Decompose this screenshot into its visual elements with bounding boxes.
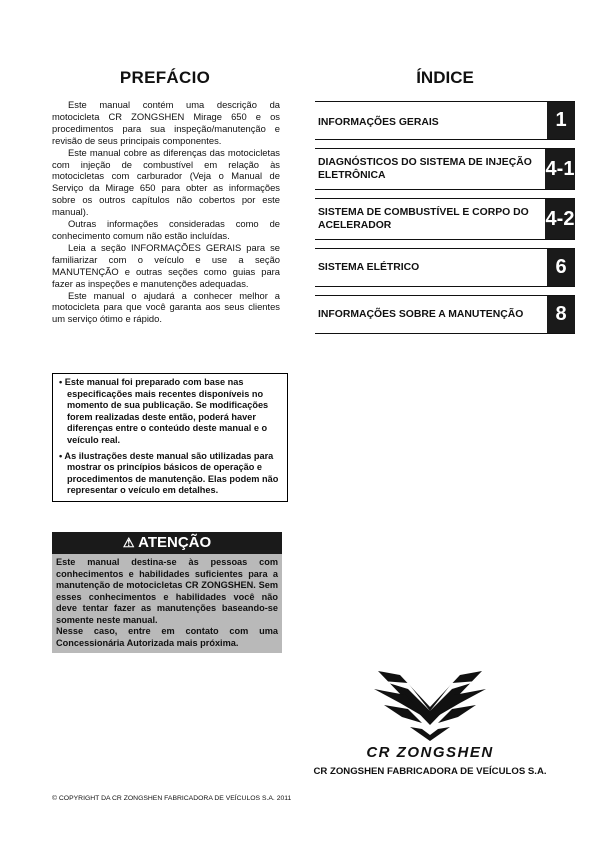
note-item: • Este manual foi preparado com base nas especificações mais recentes disponíveis no momento de sua publicação. Se modificações forem realizadas deste então, poderá haver diferenças entre o conteúdo deste manual e o veículo real. (59, 377, 269, 445)
index-label: DIAGNÓSTICOS DO SISTEMA DE INJEÇÃO ELETRÔNICA (318, 157, 532, 181)
index-label: SISTEMA DE COMBUSTÍVEL E CORPO DO ACELERADOR (318, 207, 529, 231)
brand-name: CR ZONGSHEN (366, 744, 494, 761)
notes-box (52, 373, 288, 502)
preface-paragraph: Este manual contém uma descrição da motocicleta CR ZONGSHEN Mirage 650 e os procedimentos para sua inspeção/manutenção e revisão de seus principais componentes. (52, 99, 280, 146)
index-number: 8 (547, 296, 575, 333)
copyright-notice: © COPYRIGHT DA CR ZONGSHEN FABRICADORA DE VEÍCULOS S.A. 2011 (52, 795, 292, 802)
warning-text: Nesse caso, entre em contato com uma Concessionária Autorizada mais próxima. (56, 626, 278, 648)
index-label: INFORMAÇÕES GERAIS (318, 117, 439, 128)
company-name: CR ZONGSHEN FABRICADORA DE VEÍCULOS S.A. (313, 766, 547, 777)
index-row-electrical[interactable] (315, 248, 575, 287)
index-row-injection[interactable] (315, 148, 575, 190)
warning-body (52, 554, 282, 653)
preface-paragraph: Leia a seção INFORMAÇÕES GERAIS para se familiarizar com o veículo e use a seção MANUTENÇÃO e outras seções como guias para fazer as inspeções e manutenções adequadas. (52, 241, 280, 289)
warning-title: ATENÇÃO (138, 534, 212, 551)
index-number: 4-1 (545, 149, 575, 189)
warning-text: Este manual destina-se às pessoas com conhecimentos e habilidades suficientes para a manutenção de motocicletas CR ZONGSHEN. Sem esses conhecimentos e habilidades você não deve tentar fazer as manutenções baseando-se somente neste manual. (56, 557, 278, 625)
preface-paragraph: Este manual o ajudará a conhecer melhor a motocicleta para que você garanta aos seus clientes um serviço ótimo e rápido. (52, 289, 280, 325)
preface-body (52, 99, 280, 325)
index-number: 4-2 (545, 199, 575, 239)
index-number: 1 (547, 102, 575, 139)
warning-triangle-icon: ⚠ (122, 535, 135, 550)
preface-paragraph: Outras informações consideradas como de conhecimento comum não estão incluídas. (52, 218, 280, 241)
preface-paragraph: Este manual cobre as diferenças das motocicletas com injeção de combustível em relação às motocicletas com carburador (Veja o Manual de Serviço da Mirage 650 para obter as informações sobre os outros capítulos não cobertos por este manual). (52, 146, 280, 218)
note-item: • As ilustrações deste manual são utilizadas para mostrar os princípios básicos de operação e procedimentos de manutenção. Elas podem não representar o veículo em detalhes. (59, 450, 279, 496)
winged-logo-icon (370, 663, 490, 743)
index-title: ÍNDICE (416, 68, 474, 87)
index-label: SISTEMA ELÉTRICO (318, 262, 420, 273)
index-row-maintenance[interactable] (315, 295, 575, 334)
index-number: 6 (547, 249, 575, 286)
index-row-fuel[interactable] (315, 198, 575, 240)
index-row-general[interactable] (315, 101, 575, 140)
warning-header (52, 532, 282, 554)
index-label: INFORMAÇÕES SOBRE A MANUTENÇÃO (318, 309, 524, 320)
preface-title: PREFÁCIO (119, 68, 211, 87)
